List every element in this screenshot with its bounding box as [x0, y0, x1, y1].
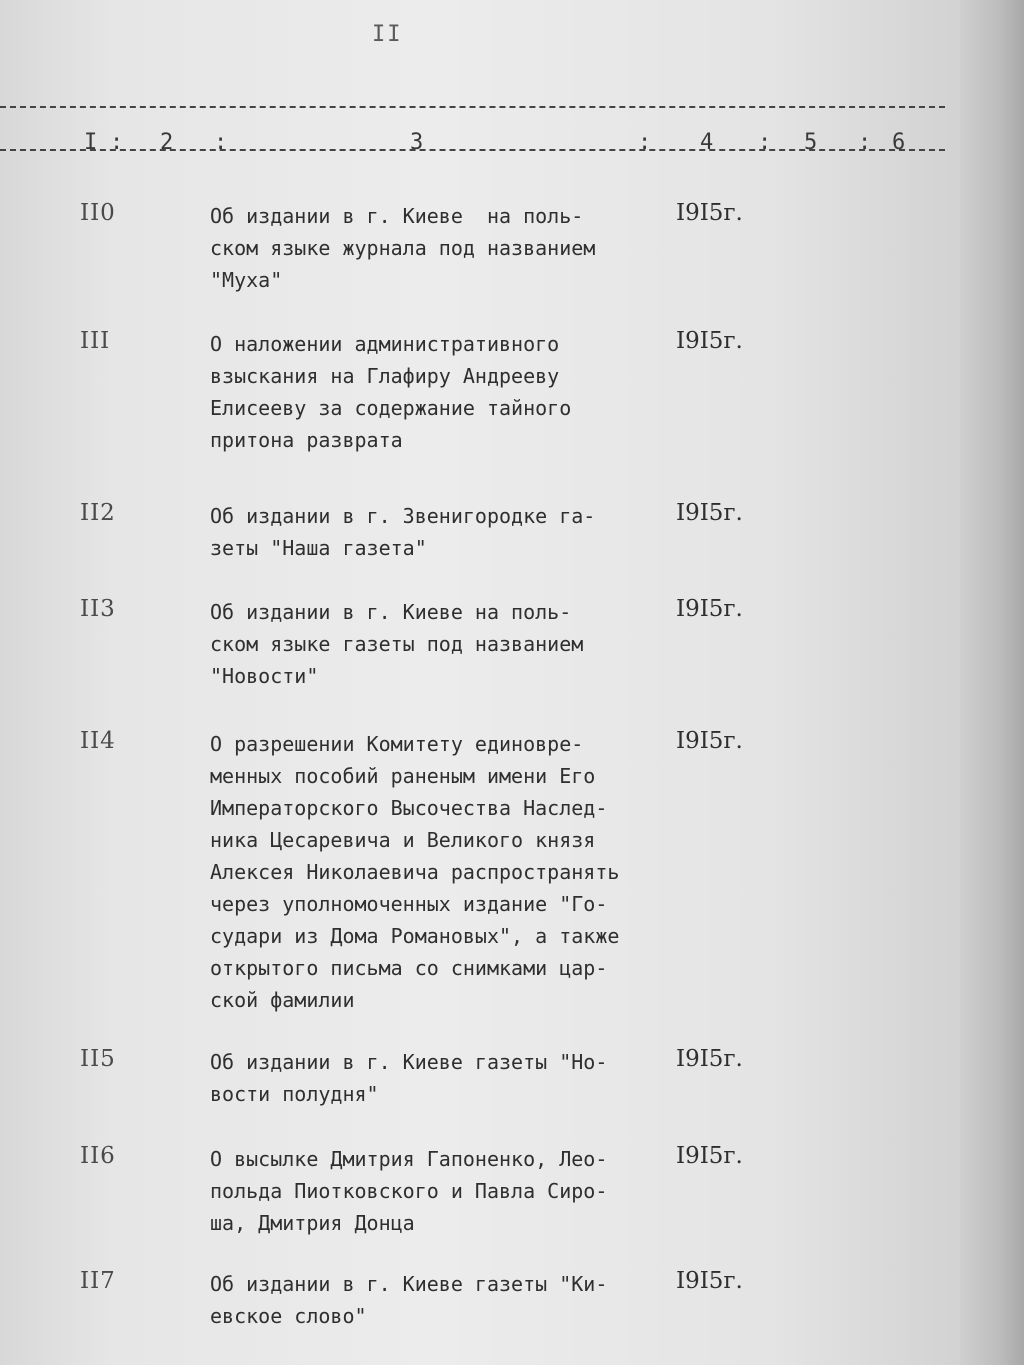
- case-year: I9I5г.: [676, 500, 743, 526]
- header-separator: :: [858, 130, 872, 155]
- case-title: Об издании в г. Киеве газеты "Но- вости полудня": [210, 1050, 608, 1106]
- page-edge: [960, 0, 1024, 1365]
- case-title: О высылке Дмитрия Гапоненко, Лео- польда Пиотковского и Павла Сиро- ша, Дмитрия Донца: [210, 1147, 608, 1235]
- header-col-5: 5: [804, 130, 818, 155]
- case-title: Об издании в г. Киеве на поль- ском языке журнала под названием "Муха": [210, 204, 596, 292]
- case-number: II4: [80, 728, 116, 754]
- page-number: II: [372, 22, 403, 47]
- case-number: II5: [80, 1046, 116, 1072]
- case-year: I9I5г.: [676, 728, 743, 754]
- header-separator: :: [638, 130, 652, 155]
- header-rule-bottom: [0, 149, 945, 151]
- header-col-2: 2: [160, 130, 174, 155]
- case-number: II7: [80, 1268, 116, 1294]
- case-number: III: [80, 328, 111, 354]
- case-number: II0: [80, 200, 116, 226]
- case-year: I9I5г.: [676, 596, 743, 622]
- header-col-3: 3: [410, 130, 424, 155]
- case-title: Об издании в г. Киеве на поль- ском языке газеты под названием "Новости": [210, 600, 584, 688]
- header-separator: :: [758, 130, 772, 155]
- case-number: II6: [80, 1143, 116, 1169]
- case-title: Об издании в г. Киеве газеты "Ки- евское слово": [210, 1272, 608, 1328]
- header-col-1: I: [84, 130, 98, 155]
- header-rule-top: [0, 106, 945, 108]
- case-year: I9I5г.: [676, 1268, 743, 1294]
- header-separator: :: [110, 130, 124, 155]
- case-title: О наложении административного взыскания на Глафиру Андрееву Елисееву за содержание тайного притона разврата: [210, 332, 572, 452]
- header-col-4: 4: [700, 130, 714, 155]
- header-col-6: 6: [892, 130, 906, 155]
- case-year: I9I5г.: [676, 1046, 743, 1072]
- case-title: О разрешении Комитету единовре- менных пособий раненым имени Его Императорского Высочества Наслед- ника Цесаревича и Великого князя Алексея Николаевича распространять через уполномоченных издание "Го- судари из Дома Романовых", а также открытого письма со снимками цар- ской фамилии: [210, 732, 620, 1012]
- case-number: II2: [80, 500, 116, 526]
- case-year: I9I5г.: [676, 200, 743, 226]
- case-number: II3: [80, 596, 116, 622]
- case-title: Об издании в г. Звенигородке га- зеты "Наша газета": [210, 504, 596, 560]
- case-year: I9I5г.: [676, 328, 743, 354]
- header-separator: :: [214, 130, 228, 155]
- case-year: I9I5г.: [676, 1143, 743, 1169]
